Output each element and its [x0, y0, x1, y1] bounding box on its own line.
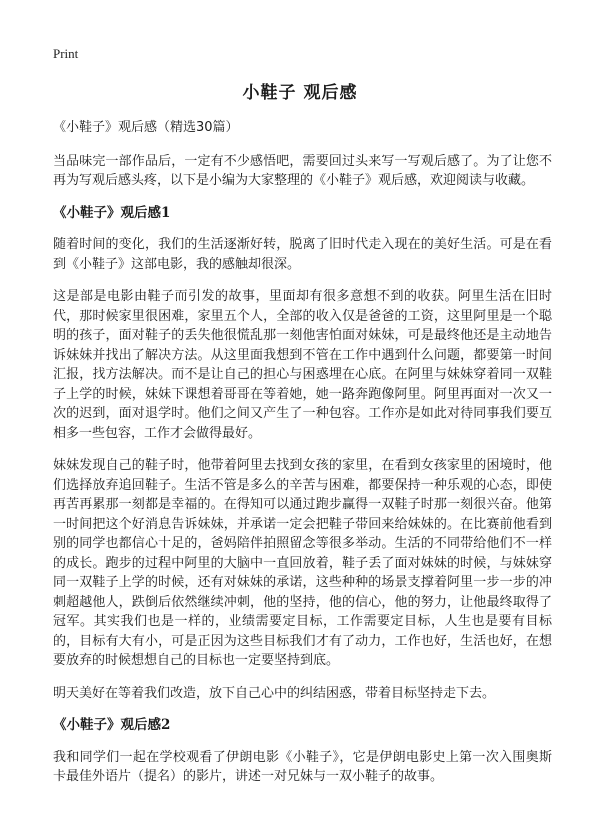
- paragraph: 我和同学们一起在学校观看了伊朗电影《小鞋子》，它是伊朗电影史上第一次入围奥斯卡最佳外语片（提名）的影片，讲述一对兄妹与一双小鞋子的故事。: [53, 749, 552, 784]
- article-subtitle: 《小鞋子》观后感（精选30篇）: [53, 120, 239, 135]
- page-title: 小鞋子 观后感: [242, 83, 358, 103]
- paragraph: 妹妹发现自己的鞋子时，他带着阿里去找到女孩的家里，在看到女孩家里的困境时，他们选择放弃追回鞋子。生活不管是多么的辛苦与困难，都要保持一种乐观的心态，即使再苦再累那一刻都是幸福的。在得知可以通过跑步赢得一双鞋子时那一刻很兴奋。他第一时间把这个好消息告诉妹妹，并承诺一定会把鞋子带回来给妹妹的。在比赛前他看到别的同学也都信心十足的，爸妈陪伴拍照留念等很多举动。生活的不同带给他们不一样的成长。跑步的过程中阿里的大脑中一直回放着，鞋子丢了面对妹妹的时候，与妹妹穿同一双鞋子上学的时候，还有对妹妹的承诺，这些种种的场景支撑着阿里一步一步的冲刺超越他人，跌倒后依然继续冲刺，他的坚持，他的信心，他的努力，让他最终取得了冠军。其实我们也是一样的，业绩需要定目标，工作需要定目标，人生也是要有目标的，目标有大有小，可是正因为这些目标我们才有了动力，工作也好，生活也好，在想要放弃的时候想想自己的目标也一定要坚持到底。: [53, 458, 552, 668]
- paragraph: 明天美好在等着我们改造，放下自己心中的纠结困惑，带着目标坚持走下去。: [53, 685, 496, 701]
- section-heading: 《小鞋子》观后感1: [53, 204, 171, 221]
- paragraph: 随着时间的变化，我们的生活逐渐好转，脱离了旧时代走入现在的美好生活。可是在看到《小鞋子》这部电影，我的感触却很深。: [53, 237, 552, 272]
- section-heading: 《小鞋子》观后感2: [53, 717, 171, 733]
- article-body: [53, 118, 552, 800]
- paragraph: 这是部是电影由鞋子而引发的故事，里面却有很多意想不到的收获。阿里生活在旧时代，那时候家里很困难，家里五个人，全部的收入仅是爸爸的工资，这里阿里是一个聪明的孩子，面对鞋子的丢失他很慌乱那一刻他害怕面对妹妹，可是最终他还是主动地告诉妹妹并找出了解决方法。从这里面我想到不管在工作中遇到什么问题，都要第一时间汇报，找方法解决。而不是让自己的担心与困惑埋在心底。在阿里与妹妹穿着同一双鞋子上学的时候，妹妹下课想着哥哥在等着她，她一路奔跑像阿里。阿里再面对一次又一次的迟到，面对退学时。他们之间又产生了一种包容。工作亦是如此对待同事我们要互相多一些包容，工作才会做得最好。: [53, 289, 552, 441]
- intro-paragraph: 当品味完一部作品后，一定有不少感悟吧，需要回过头来写一写观后感了。为了让您不再为写观后感头疼，以下是小编为大家整理的《小鞋子》观后感，欢迎阅读与收藏。: [53, 153, 552, 188]
- print-link[interactable]: Print: [53, 46, 79, 61]
